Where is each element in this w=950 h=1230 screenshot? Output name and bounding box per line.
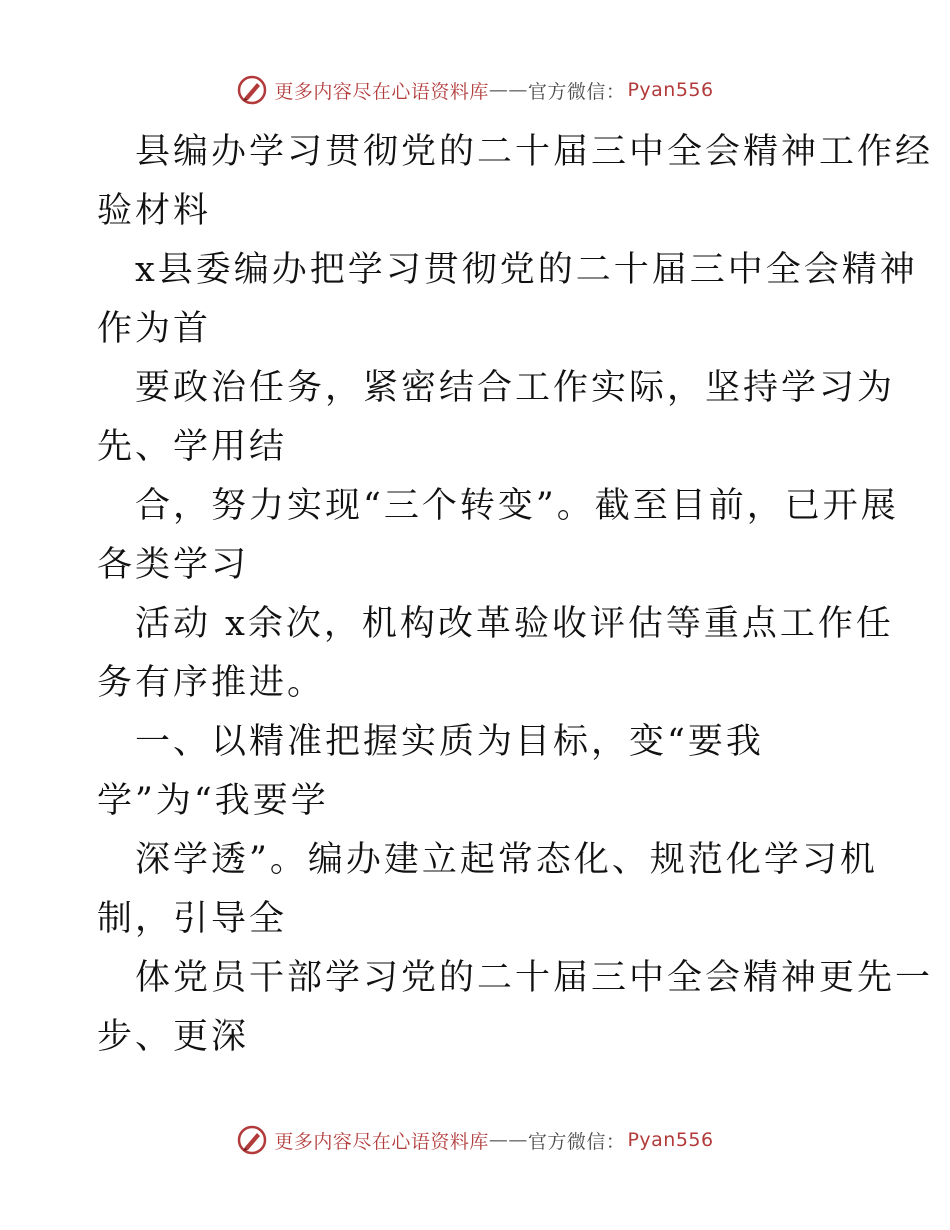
watermark-brand: 更多内容尽在心语资料库 xyxy=(274,80,489,103)
document-line: 深学透”。编办建立起常态化、规范化学习机 xyxy=(135,840,878,880)
document-line: 先、学用结 xyxy=(97,427,288,467)
document-line: 合，努力实现“三个转变”。截至目前，已开展 xyxy=(135,486,899,526)
document-body xyxy=(97,123,934,1067)
document-line: 体党员干部学习党的二十届三中全会精神更先一 xyxy=(135,958,934,998)
document-line: 要政治任务，紧密结合工作实际，坚持学习为 xyxy=(135,368,896,408)
footer-watermark xyxy=(0,1122,950,1158)
watermark-separator: —— xyxy=(488,79,528,101)
document-line: 务有序推进。 xyxy=(97,663,326,703)
watermark-separator: —— xyxy=(488,1129,528,1151)
watermark-wechat-label: 官方微信： xyxy=(527,80,626,103)
watermark-wechat-id: Pyan556 xyxy=(627,1129,714,1151)
watermark-wechat-id: Pyan556 xyxy=(627,79,714,101)
document-line: 活动 x余次，机构改革验收评估等重点工作任 xyxy=(135,604,894,644)
pen-logo-icon xyxy=(236,74,268,106)
header-watermark xyxy=(0,72,950,108)
watermark-brand: 更多内容尽在心语资料库 xyxy=(274,1130,489,1153)
document-line: 步、更深 xyxy=(97,1017,250,1057)
watermark-wechat-label: 官方微信： xyxy=(527,1130,626,1153)
document-line: 学”为“我要学 xyxy=(97,781,329,821)
document-line: 县编办学习贯彻党的二十届三中全会精神工作经 xyxy=(135,132,934,172)
document-line: 制，引导全 xyxy=(97,899,288,939)
document-line: x县委编办把学习贯彻党的二十届三中全会精神 xyxy=(135,250,918,290)
document-line: 验材料 xyxy=(97,191,212,231)
document-line: 各类学习 xyxy=(97,545,250,585)
pen-logo-icon xyxy=(236,1124,268,1156)
document-line: 一、以精准把握实质为目标，变“要我 xyxy=(135,722,764,762)
document-line: 作为首 xyxy=(97,309,212,349)
